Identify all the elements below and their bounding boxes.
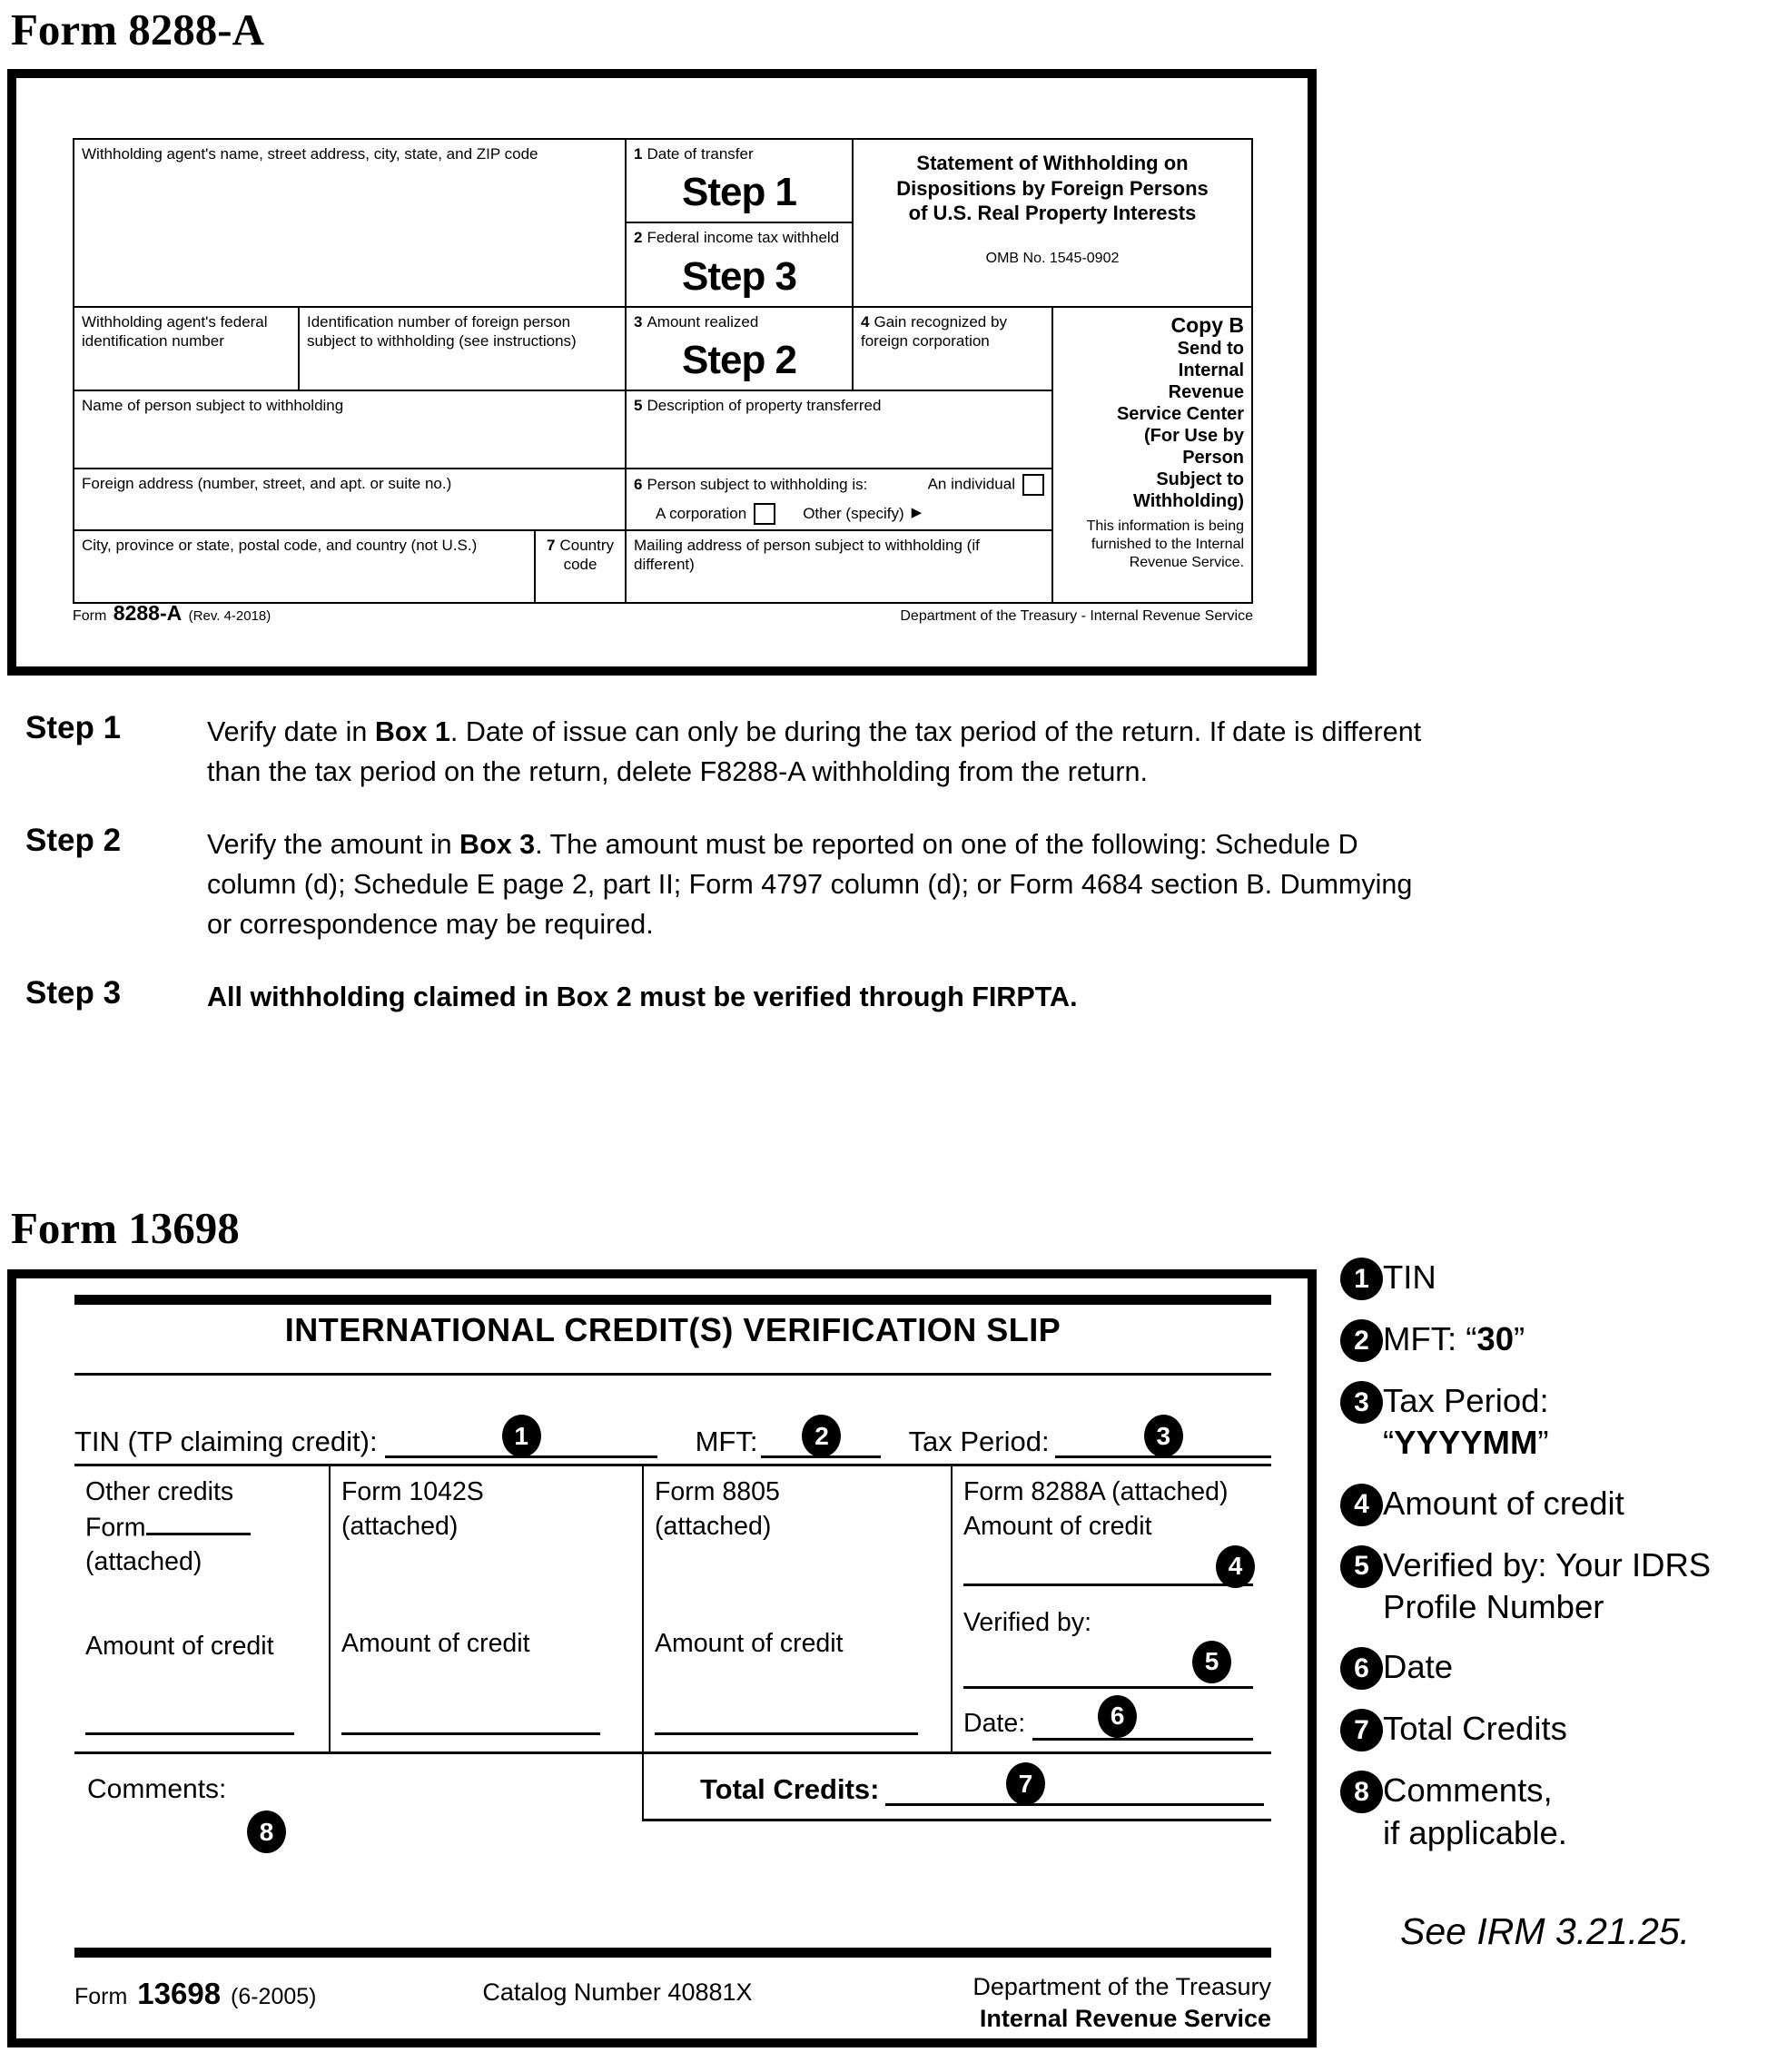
form-1042s-column xyxy=(329,1466,642,1751)
copy-b-line: Send to xyxy=(1177,339,1245,360)
form-8288a-column xyxy=(951,1466,1269,1751)
form-8288a-amount-entry-line[interactable] xyxy=(963,1552,1253,1586)
form-8288a-attached-label: Form 8288A (attached) xyxy=(963,1477,1229,1506)
box-5-label: Description of property transferred xyxy=(647,396,882,414)
other-credits-column xyxy=(74,1466,329,1751)
callout-7-badge: 7 xyxy=(1006,1762,1045,1805)
legend-6-text: Date xyxy=(1383,1648,1454,1686)
legend-2-badge: 2 xyxy=(1340,1319,1383,1362)
legend-7-badge: 7 xyxy=(1340,1709,1383,1751)
form-13698-panel xyxy=(7,1269,1317,2047)
box-1-number: 1 xyxy=(634,145,643,163)
legend-8-badge: 8 xyxy=(1340,1771,1383,1813)
total-credits-label: Total Credits: xyxy=(700,1773,880,1805)
form-1042s-label: Form 1042S xyxy=(341,1477,484,1506)
copy-b-line: Internal xyxy=(1178,360,1245,381)
footer-form-word: Form xyxy=(73,608,107,624)
form-1042s-attached-label: (attached) xyxy=(341,1511,459,1541)
foreign-address-label: Foreign address (number, street, and apt. or suite no.) xyxy=(82,474,452,492)
legend-item-mft xyxy=(1340,1318,1774,1362)
mft-label: MFT: xyxy=(695,1426,758,1457)
tin-label: TIN (TP claiming credit): xyxy=(74,1426,378,1457)
verified-by-entry-line[interactable] xyxy=(963,1646,1253,1689)
legend-item-tin xyxy=(1340,1257,1774,1300)
legend-5-text: Verified by: Your IDRS Profile Number xyxy=(1383,1545,1712,1626)
form-8805-entry-line[interactable] xyxy=(655,1732,918,1735)
footer-form-word: Form xyxy=(74,1984,128,2009)
slip-title: INTERNATIONAL CREDIT(S) VERIFICATION SLIP xyxy=(284,1311,1061,1348)
legend-item-date xyxy=(1340,1646,1774,1690)
box-6-person-subject xyxy=(626,469,1052,530)
other-specify-label: Other (specify) xyxy=(803,505,904,523)
agent-fid-label: Withholding agent's federal identification number xyxy=(82,312,268,350)
copy-b-info: This information is being furnished to the Internal Revenue Service. xyxy=(1086,518,1245,571)
comments-total-row xyxy=(74,1754,1271,1949)
copy-b-line: Person xyxy=(1182,448,1245,469)
form-13698-footer xyxy=(74,1971,1271,2035)
box-7-label: Country code xyxy=(559,536,614,573)
callout-5-badge: 5 xyxy=(1192,1641,1231,1683)
box-3-step-annotation: Step 2 xyxy=(681,337,797,382)
footer-revision: (Rev. 4-2018) xyxy=(188,608,271,624)
other-attached-label: (attached) xyxy=(85,1546,202,1576)
credits-table xyxy=(74,1464,1271,1754)
form-8288a-amount-label: Amount of credit xyxy=(963,1511,1152,1541)
form-8805-label: Form 8805 xyxy=(655,1477,780,1506)
form-8288a-footer xyxy=(73,601,1253,626)
date-entry-line[interactable] xyxy=(1032,1702,1253,1741)
box-2-step-annotation: Step 3 xyxy=(681,253,797,299)
individual-checkbox[interactable] xyxy=(1022,474,1044,496)
omb-number: OMB No. 1545-0902 xyxy=(985,250,1120,266)
step-1-text: Verify date in Box 1. Date of issue can only be during the tax period of the return. If date is different than the tax period on the return, delete F8288-A withholding from the return. xyxy=(207,716,1422,787)
mft-entry-line[interactable] xyxy=(761,1422,881,1458)
tin-row xyxy=(74,1407,1271,1458)
step-3-text: All withholding claimed in Box 2 must be verified through FIRPTA. xyxy=(207,981,1078,1012)
footer-department: Department of the Treasury Internal Revenue Service xyxy=(972,1973,1271,2033)
form-8805-amount-label: Amount of credit xyxy=(655,1629,844,1659)
total-credits-box xyxy=(642,1754,1271,1821)
legend-8-text: Comments, if applicable. xyxy=(1383,1771,1567,1851)
box-3-amount-realized[interactable] xyxy=(626,307,853,390)
mailing-address-label: Mailing address of person subject to withholding (if different) xyxy=(634,536,980,573)
callout-3-badge: 3 xyxy=(1144,1415,1183,1457)
other-form-word: Form xyxy=(85,1513,146,1543)
top-rule xyxy=(74,1295,1271,1305)
form-8805-column xyxy=(642,1466,951,1751)
copy-b-line: (For Use by xyxy=(1143,426,1245,447)
legend-item-tax-period xyxy=(1340,1380,1774,1465)
other-amount-label: Amount of credit xyxy=(85,1632,274,1662)
individual-label: An individual xyxy=(927,475,1015,493)
other-form-entry-line[interactable] xyxy=(146,1510,251,1536)
legend-2-text: MFT: “30” xyxy=(1383,1320,1525,1357)
legend-4-text: Amount of credit xyxy=(1383,1484,1624,1522)
callout-2-badge: 2 xyxy=(802,1415,841,1457)
name-subject-label: Name of person subject to withholding xyxy=(82,396,344,414)
tax-period-entry-line[interactable] xyxy=(1055,1422,1271,1458)
agent-fid-box[interactable] xyxy=(74,307,299,390)
step-1-label: Step 1 xyxy=(25,710,122,745)
copy-b-panel xyxy=(1052,307,1252,603)
other-amount-entry-line[interactable] xyxy=(85,1732,294,1735)
step-3-label: Step 3 xyxy=(25,974,122,1011)
box-7-country-code[interactable] xyxy=(535,530,626,603)
copy-b-line: Copy B xyxy=(1170,312,1245,337)
box-7-number: 7 xyxy=(547,536,556,554)
legend-item-amount xyxy=(1340,1483,1774,1526)
legend-4-badge: 4 xyxy=(1340,1484,1383,1526)
statement-header xyxy=(853,139,1252,307)
box-1-date-of-transfer[interactable] xyxy=(626,139,853,222)
step-3-row xyxy=(25,975,1755,1018)
copy-b-line: Withholding) xyxy=(1133,491,1245,512)
form-8288a-grid xyxy=(73,138,1253,604)
form-1042s-amount-label: Amount of credit xyxy=(341,1629,530,1659)
legend-3-text: Tax Period: “YYYYMM” xyxy=(1383,1382,1549,1462)
box-2-number: 2 xyxy=(634,229,643,247)
footer-form-number: 13698 xyxy=(137,1977,222,2010)
agent-name-box[interactable] xyxy=(74,139,626,307)
footer-form-number: 8288-A xyxy=(113,601,183,625)
box-3-label: Amount realized xyxy=(647,312,759,331)
catalog-number: Catalog Number 40881X xyxy=(482,1978,753,2006)
step-2-row xyxy=(25,823,1755,945)
comments-label: Comments: xyxy=(87,1774,227,1804)
box-6-label: Person subject to withholding is: xyxy=(647,476,868,494)
statement-line-1: Statement of Withholding on xyxy=(916,152,1189,174)
name-subject-box[interactable] xyxy=(74,390,626,469)
callout-8-badge: 8 xyxy=(247,1811,286,1853)
callout-4-badge: 4 xyxy=(1216,1545,1255,1588)
legend-6-badge: 6 xyxy=(1340,1647,1383,1690)
legend-1-text: TIN xyxy=(1383,1258,1436,1296)
box-5-number: 5 xyxy=(634,396,643,414)
copy-b-line: Service Center xyxy=(1116,404,1245,425)
statement-line-2: Dispositions by Foreign Persons xyxy=(896,176,1209,200)
legend-3-badge: 3 xyxy=(1340,1381,1383,1424)
title-underline xyxy=(74,1373,1271,1376)
foreign-person-id-label: Identification number of foreign person subject to withholding (see instructions) xyxy=(307,312,577,350)
date-label: Date: xyxy=(963,1708,1026,1738)
tin-entry-line[interactable] xyxy=(385,1422,657,1458)
corporation-checkbox[interactable] xyxy=(754,503,775,525)
corporation-label: A corporation xyxy=(656,505,747,523)
step-1-row xyxy=(25,710,1755,793)
city-province-label: City, province or state, postal code, and country (not U.S.) xyxy=(82,536,478,554)
box-2-federal-tax-withheld[interactable] xyxy=(626,222,853,306)
statement-line-3: of U.S. Real Property Interests xyxy=(908,202,1197,224)
form-13698-heading: Form 13698 xyxy=(11,1203,240,1253)
step-2-text: Verify the amount in Box 3. The amount must be reported on one of the following: Schedule D column (d); Schedule E page 2, part II; Form 4797 column (d); or Form 4684 section B. Dummying or correspondence may be required. xyxy=(207,828,1413,940)
box-4-gain-recognized[interactable] xyxy=(853,307,1052,390)
footer-department: Department of the Treasury - Internal Revenue Service xyxy=(900,608,1253,624)
total-credits-entry-line[interactable] xyxy=(885,1771,1265,1806)
legend-item-total-credits xyxy=(1340,1708,1774,1751)
form-1042s-entry-line[interactable] xyxy=(341,1732,600,1735)
city-province-box[interactable] xyxy=(74,530,535,603)
copy-b-line: Subject to xyxy=(1156,469,1245,490)
callout-1-badge: 1 xyxy=(502,1415,541,1457)
other-credits-label: Other credits xyxy=(85,1477,234,1506)
see-irm-note: See IRM 3.21.25. xyxy=(1400,1910,1691,1953)
verified-by-label: Verified by: xyxy=(963,1608,1091,1638)
box-1-label: Date of transfer xyxy=(647,145,754,163)
foreign-person-id-box[interactable] xyxy=(299,307,626,390)
callout-legend xyxy=(1340,1257,1774,1953)
copy-b-line: Revenue xyxy=(1168,382,1245,403)
legend-item-verified-by xyxy=(1340,1544,1774,1629)
legend-item-comments xyxy=(1340,1770,1774,1854)
callout-6-badge: 6 xyxy=(1098,1695,1137,1738)
bottom-rule xyxy=(74,1948,1271,1958)
box-6-number: 6 xyxy=(634,476,643,494)
form-8288a-heading: Form 8288-A xyxy=(11,5,264,54)
form-8288a-panel xyxy=(7,69,1317,676)
foreign-address-box[interactable] xyxy=(74,469,626,530)
footer-revision: (6-2005) xyxy=(231,1984,317,2009)
box-2-label: Federal income tax withheld xyxy=(647,229,840,247)
box-1-step-annotation: Step 1 xyxy=(681,170,797,215)
steps-instructions xyxy=(25,710,1755,1047)
legend-1-badge: 1 xyxy=(1340,1258,1383,1300)
step-2-label: Step 2 xyxy=(25,822,122,858)
box-4-number: 4 xyxy=(861,312,870,331)
legend-7-text: Total Credits xyxy=(1383,1710,1567,1748)
form-8805-attached-label: (attached) xyxy=(655,1511,772,1541)
tax-period-label: Tax Period: xyxy=(908,1426,1050,1457)
box-5-description[interactable] xyxy=(626,390,1052,469)
other-specify-arrow-icon: ▶ xyxy=(911,505,923,521)
mailing-address-box[interactable] xyxy=(626,530,1052,603)
legend-5-badge: 5 xyxy=(1340,1545,1383,1588)
box-3-number: 3 xyxy=(634,312,643,331)
box-4-label: Gain recognized by foreign corporation xyxy=(861,312,1007,350)
agent-name-label: Withholding agent's name, street address, city, state, and ZIP code xyxy=(82,145,538,163)
